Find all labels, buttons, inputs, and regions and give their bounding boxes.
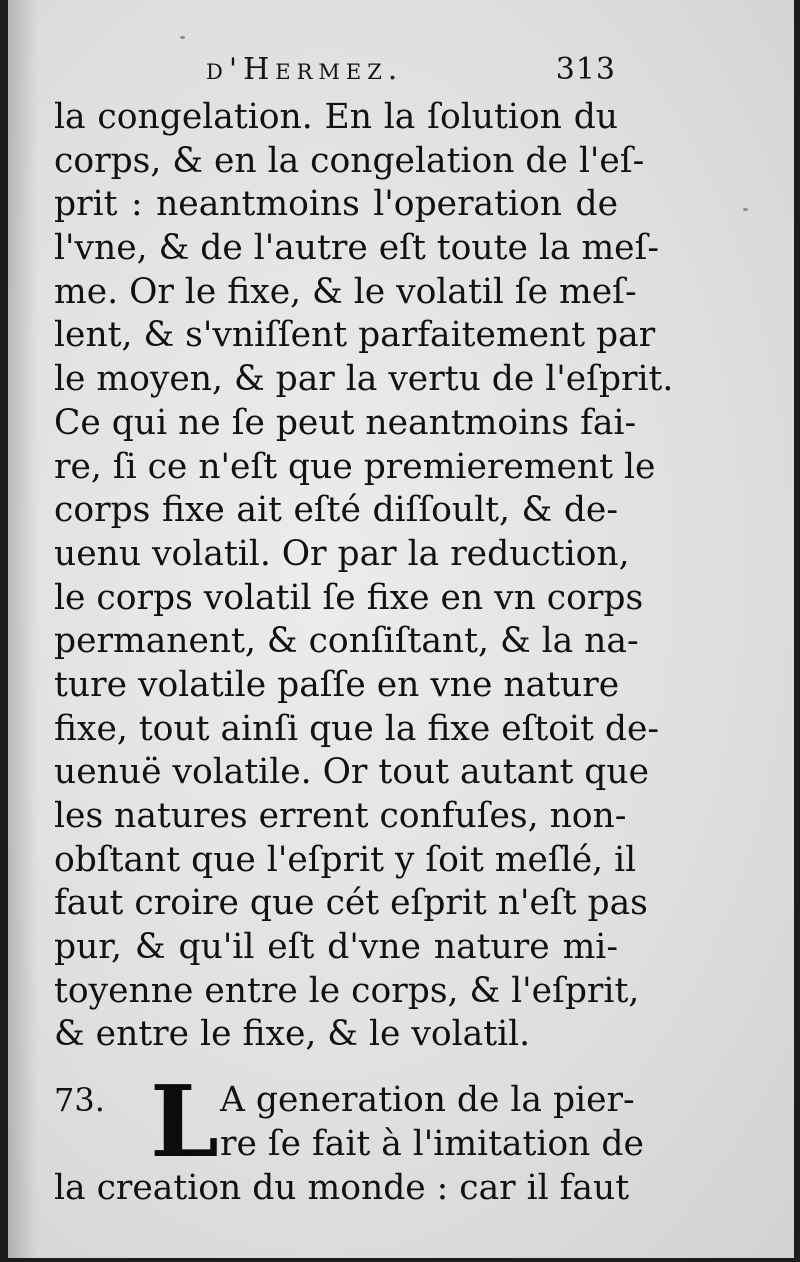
section-line: re ſe fait à l'imitation de bbox=[220, 1124, 644, 1164]
text-line: le moyen, & par la vertu de l'eſprit. bbox=[54, 359, 674, 400]
drop-cap: L bbox=[150, 1065, 219, 1180]
ink-speck bbox=[743, 208, 748, 211]
ink-speck bbox=[180, 36, 185, 39]
page-number: 313 bbox=[555, 52, 616, 87]
text-line: uenuë volatile. Or tout autant que bbox=[54, 752, 650, 793]
section-line: la creation du monde : car il faut bbox=[54, 1168, 630, 1208]
text-line: me. Or le fixe, & le volatil ſe meſ- bbox=[54, 271, 637, 312]
text-line: Ce qui ne ſe peut neantmoins fai- bbox=[54, 402, 637, 443]
text-line: fixe, tout ainſi que la fixe eſtoit de- bbox=[54, 708, 660, 749]
text-line: corps, & en la congelation de l'eſ- bbox=[54, 140, 645, 181]
text-line: & entre le fixe, & le volatil. bbox=[54, 1014, 531, 1055]
text-line: obſtant que l'eſprit y ſoit meſlé, il bbox=[54, 839, 637, 880]
text-line: pur, & qu'il eſt d'vne nature mi- bbox=[54, 927, 618, 968]
text-line: les natures errent confuſes, non- bbox=[54, 796, 627, 836]
text-line: re, ſi ce n'eſt que premierement le bbox=[54, 446, 656, 487]
body-text bbox=[54, 96, 674, 1057]
book-page bbox=[8, 0, 794, 1258]
text-line: permanent, & conſiſtant, & la na- bbox=[54, 621, 639, 662]
text-line: faut croire que cét eſprit n'eſt pas bbox=[54, 883, 648, 924]
section-line: A generation de la pier- bbox=[220, 1080, 635, 1120]
text-line: le corps volatil ſe fixe en vn corps bbox=[54, 577, 644, 618]
text-line: prit : neantmoins l'operation de bbox=[54, 184, 618, 225]
running-title: d'Hermez. bbox=[206, 52, 404, 87]
section-number: 73. bbox=[54, 1081, 105, 1119]
text-line: toyenne entre le corps, & l'eſprit, bbox=[54, 970, 640, 1011]
gutter-shadow bbox=[8, 0, 38, 1258]
text-line: la congelation. En la ſolution du bbox=[54, 97, 618, 137]
text-line: lent, & s'vniſſent parfaitement par bbox=[54, 315, 656, 356]
running-head bbox=[56, 52, 616, 98]
text-line: uenu volatil. Or par la reduction, bbox=[54, 533, 630, 574]
text-line: corps fixe ait eſté diſſoult, & de- bbox=[54, 490, 618, 531]
text-line: l'vne, & de l'autre eſt toute la meſ- bbox=[54, 228, 660, 269]
text-line: ture volatile paſſe en vne nature bbox=[54, 664, 620, 705]
